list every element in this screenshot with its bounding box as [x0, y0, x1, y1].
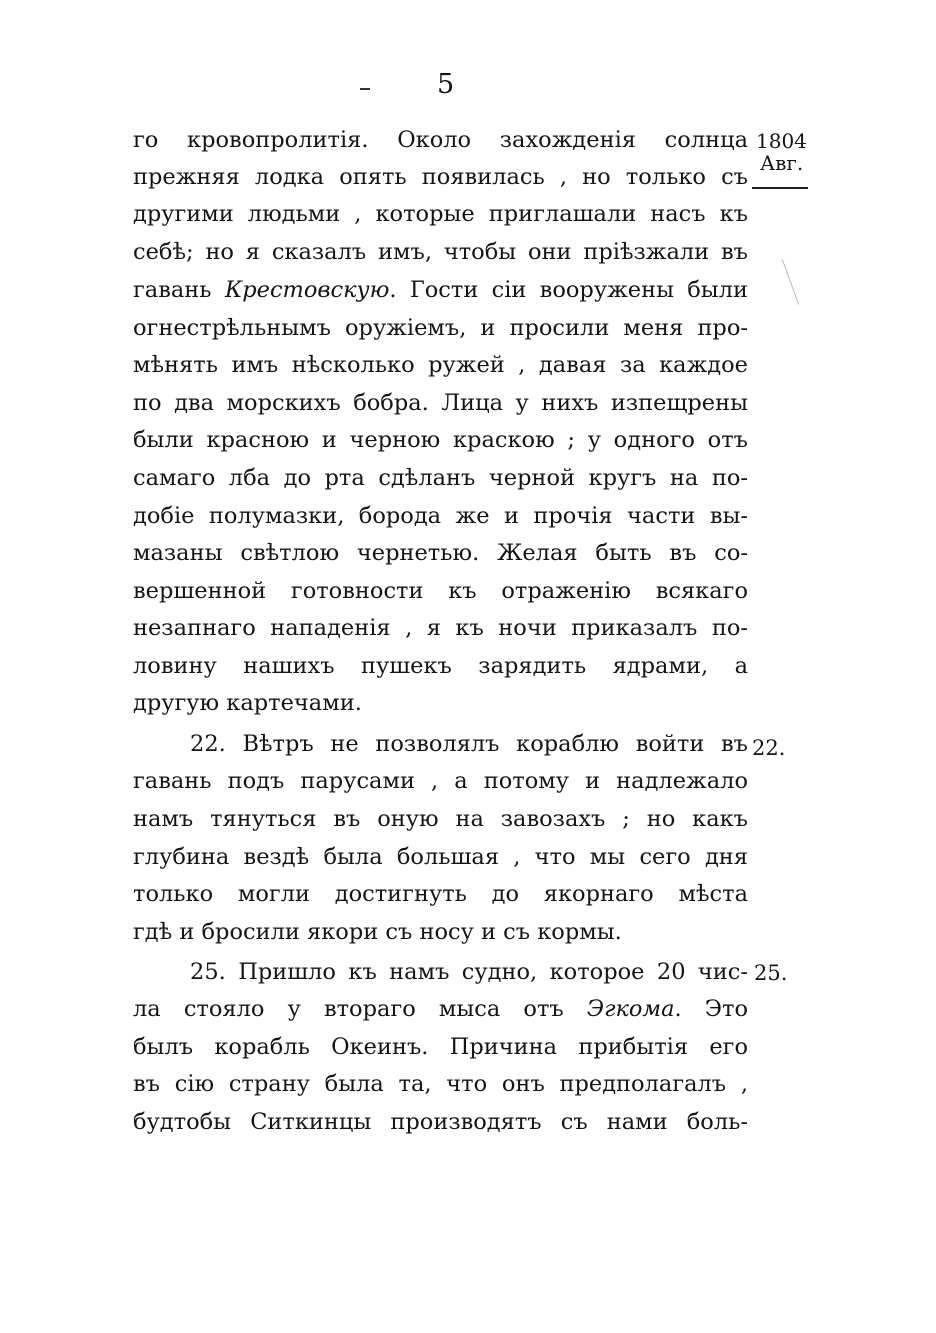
text-line: мазаны свѣтлою чернетью. Желая быть въ со- [133, 540, 748, 566]
margin-month: Авг. [760, 151, 804, 175]
text-line: 25. Пришло къ намъ судно, которое 20 чис- [190, 959, 748, 985]
text-line: намъ тянуться въ оную на завозахъ ; но какъ [133, 806, 748, 832]
page-number: 5 [437, 69, 455, 100]
line-text: . Это [674, 996, 748, 1022]
place-name: Крестовскую [224, 277, 390, 303]
text-line: глубина вездѣ была большая , что мы сего дня [133, 844, 748, 870]
text-line: гдѣ и бросили якори съ носу и съ кормы. [133, 919, 622, 945]
margin-rule [752, 187, 808, 189]
scan-mark [782, 259, 799, 304]
text-line: мѣнять имъ нѣсколько ружей , давая за каждое [133, 352, 748, 378]
line-text: ла стояло у втораго мыса отъ [133, 996, 587, 1022]
place-name: Эгкома [586, 996, 675, 1022]
text-line: только могли достигнуть до якорнаго мѣста [133, 881, 748, 907]
text-line: будтобы Ситкинцы производятъ съ нами боль- [133, 1109, 748, 1135]
text-line [133, 276, 748, 304]
text-line: добіе полумазки, борода же и прочія части вы- [133, 503, 748, 529]
text-line: прежняя лодка опять появилась , но только съ [133, 164, 748, 190]
text-line: незапнаго нападенія , я къ ночи приказалъ по- [133, 615, 748, 641]
line-text: . Гости сіи вооружены были [389, 277, 749, 303]
text-line: го кровопролитія. Около захожденія солнца [133, 127, 748, 153]
text-line: по два морскихъ бобра. Лица у нихъ изпещрены [133, 390, 748, 416]
text-line: ловину нашихъ пушекъ зарядить ядрами, а [133, 653, 748, 679]
text-line: другую картечами. [133, 690, 362, 716]
margin-year: 1804 [756, 129, 807, 153]
text-line: огнестрѣльнымъ оружіемъ, и просили меня про- [133, 315, 748, 341]
text-line: гавань подъ парусами , а потому и надлежало [133, 768, 748, 794]
margin-date-25: 25. [754, 961, 788, 985]
text-line: въ сію страну была та, что онъ предполагалъ , [133, 1071, 748, 1097]
text-line: были красною и черною краскою ; у одного отъ [133, 427, 748, 453]
text-line: вершенной готовности къ отраженію всякаго [133, 578, 748, 604]
text-line: былъ корабль Океинъ. Причина прибытія его [133, 1034, 748, 1060]
text-line: 22. Вѣтръ не позволялъ кораблю войти въ [190, 731, 748, 757]
text-line: себѣ; но я сказалъ имъ, чтобы они пріѣзжали въ [133, 239, 748, 265]
text-line [133, 995, 748, 1023]
header-dash [360, 88, 370, 90]
margin-date-22: 22. [752, 736, 786, 760]
line-text: гавань [133, 277, 225, 303]
text-line: самаго лба до рта сдѣланъ черной кругъ на по- [133, 465, 748, 491]
text-line: другими людьми , которые приглашали насъ къ [133, 201, 748, 227]
